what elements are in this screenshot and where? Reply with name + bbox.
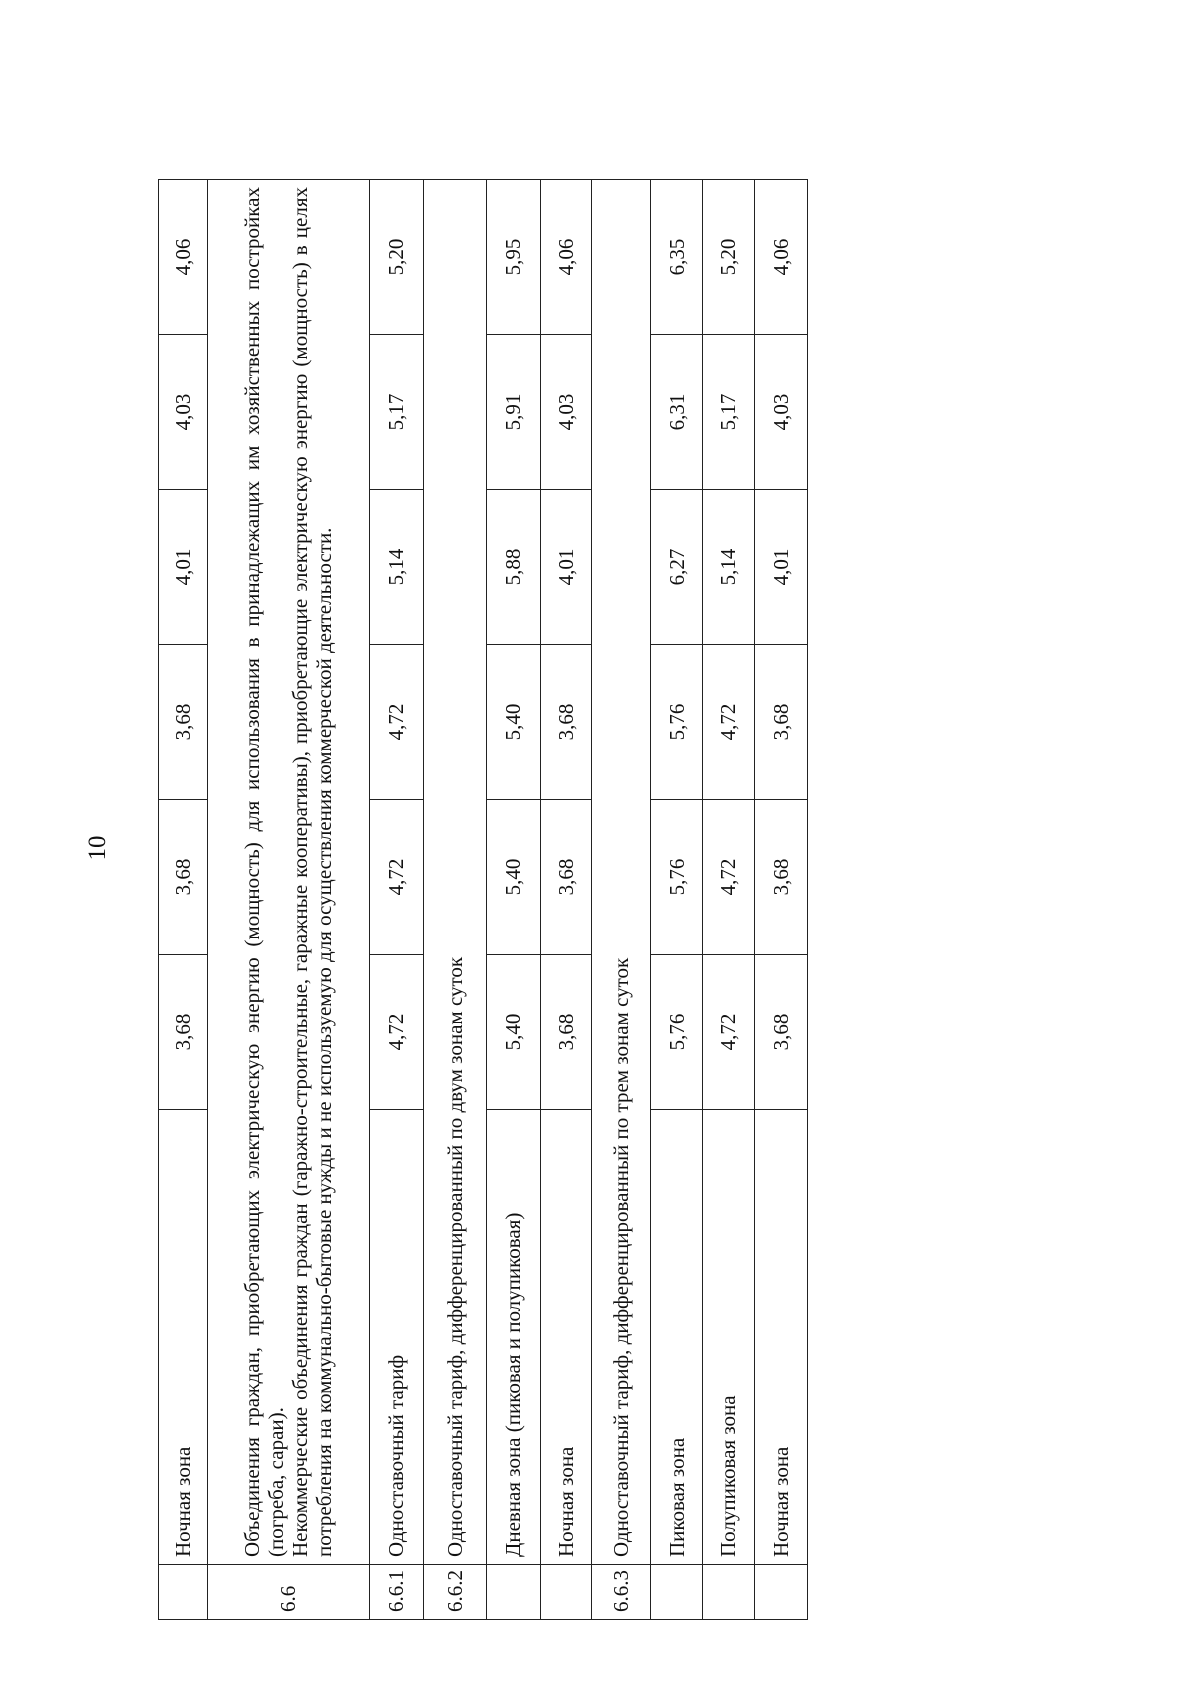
value-cell: 3,68 bbox=[159, 800, 208, 955]
row-number: 6.6.3 bbox=[591, 1565, 650, 1620]
value-cell: 3,68 bbox=[754, 800, 807, 955]
value-cell: 5,17 bbox=[703, 335, 755, 490]
value-cell: 4,72 bbox=[369, 955, 423, 1110]
value-cell: 5,76 bbox=[651, 645, 703, 800]
value-cell: 3,68 bbox=[540, 800, 591, 955]
row-number bbox=[703, 1565, 755, 1620]
section-paragraph: Некоммерческие объединения граждан (гаражно-строительные, гаражные кооперативы), приобретающие электрическую энергию (мощность) в целях потребления на коммунально-бытовые нужды и не используемую для осуществления коммерческой деятельности. bbox=[288, 187, 337, 1557]
value-cell: 4,72 bbox=[369, 645, 423, 800]
value-cell: 5,40 bbox=[486, 800, 540, 955]
value-cell: 4,03 bbox=[754, 335, 807, 490]
row-label: Ночная зона bbox=[540, 1110, 591, 1565]
value-cell: 5,20 bbox=[703, 180, 755, 335]
value-cell: 5,95 bbox=[486, 180, 540, 335]
row-label: Дневная зона (пиковая и полупиковая) bbox=[486, 1110, 540, 1565]
value-cell: 5,76 bbox=[651, 955, 703, 1110]
table-row bbox=[369, 180, 423, 1620]
row-number bbox=[540, 1565, 591, 1620]
tariff-table bbox=[158, 179, 808, 1620]
row-label: Полупиковая зона bbox=[703, 1110, 755, 1565]
row-label: Ночная зона bbox=[159, 1110, 208, 1565]
row-label: Одноставочный тариф bbox=[369, 1110, 423, 1565]
section-row bbox=[207, 180, 369, 1620]
value-cell: 5,40 bbox=[486, 955, 540, 1110]
tariff-table-rotated bbox=[158, 180, 808, 1620]
table-row bbox=[703, 180, 755, 1620]
value-cell: 5,20 bbox=[369, 180, 423, 335]
value-cell: 6,35 bbox=[651, 180, 703, 335]
value-cell: 4,72 bbox=[703, 800, 755, 955]
subsection-row bbox=[591, 180, 650, 1620]
value-cell: 5,91 bbox=[486, 335, 540, 490]
table-row bbox=[651, 180, 703, 1620]
row-label: Ночная зона bbox=[754, 1110, 807, 1565]
value-cell: 5,17 bbox=[369, 335, 423, 490]
value-cell: 5,40 bbox=[486, 645, 540, 800]
value-cell: 5,76 bbox=[651, 800, 703, 955]
value-cell: 4,03 bbox=[540, 335, 591, 490]
value-cell: 4,01 bbox=[754, 490, 807, 645]
table-row bbox=[486, 180, 540, 1620]
value-cell: 6,27 bbox=[651, 490, 703, 645]
row-number: 6.6.1 bbox=[369, 1565, 423, 1620]
row-label: Пиковая зона bbox=[651, 1110, 703, 1565]
value-cell: 4,01 bbox=[159, 490, 208, 645]
value-cell: 5,14 bbox=[369, 490, 423, 645]
table-row bbox=[540, 180, 591, 1620]
value-cell: 6,31 bbox=[651, 335, 703, 490]
value-cell: 3,68 bbox=[754, 645, 807, 800]
value-cell: 5,14 bbox=[703, 490, 755, 645]
row-number bbox=[651, 1565, 703, 1620]
value-cell: 4,06 bbox=[754, 180, 807, 335]
table-row bbox=[159, 180, 208, 1620]
value-cell: 4,06 bbox=[540, 180, 591, 335]
value-cell: 3,68 bbox=[159, 955, 208, 1110]
value-cell: 4,03 bbox=[159, 335, 208, 490]
value-cell: 4,72 bbox=[703, 645, 755, 800]
value-cell: 4,72 bbox=[703, 955, 755, 1110]
subsection-title: Одноставочный тариф, дифференцированный по двум зонам суток bbox=[424, 180, 487, 1565]
value-cell: 3,68 bbox=[540, 645, 591, 800]
value-cell: 4,72 bbox=[369, 800, 423, 955]
table-row bbox=[754, 180, 807, 1620]
subsection-row bbox=[424, 180, 487, 1620]
value-cell: 5,88 bbox=[486, 490, 540, 645]
value-cell: 3,68 bbox=[754, 955, 807, 1110]
section-description bbox=[207, 180, 369, 1565]
row-number: 6.6.2 bbox=[424, 1565, 487, 1620]
value-cell: 3,68 bbox=[159, 645, 208, 800]
value-cell: 4,01 bbox=[540, 490, 591, 645]
subsection-title: Одноставочный тариф, дифференцированный по трем зонам суток bbox=[591, 180, 650, 1565]
row-number: 6.6 bbox=[207, 1565, 369, 1620]
row-number bbox=[754, 1565, 807, 1620]
section-paragraph: Объединения граждан, приобретающих электрическую энергию (мощность) для использования в принадлежащих им хозяйственных постройках (погреба, сараи). bbox=[240, 187, 289, 1557]
page-number-text: 10 bbox=[84, 835, 111, 861]
value-cell: 3,68 bbox=[540, 955, 591, 1110]
row-number bbox=[486, 1565, 540, 1620]
value-cell: 4,06 bbox=[159, 180, 208, 335]
row-number bbox=[159, 1565, 208, 1620]
